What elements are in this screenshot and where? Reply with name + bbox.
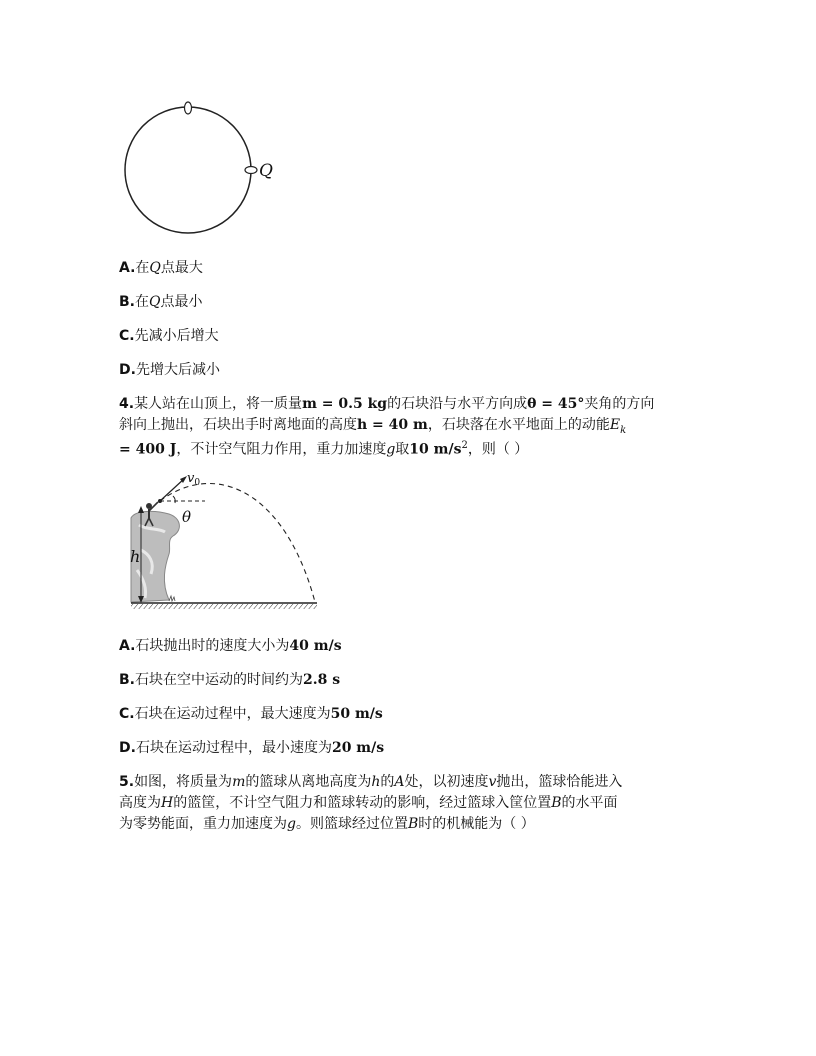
math-variable: B <box>407 816 419 832</box>
q5-line1-text <box>134 774 622 790</box>
q4-option-c: C.石块在运动过程中，最大速度为50 m/s <box>119 706 383 722</box>
velocity-label: $v_0$ <box>187 471 201 488</box>
q4-option-a: A.石块抛出时的速度大小为40 m/s <box>119 638 342 654</box>
q5-stem-line1: 5.如图，将质量为m的篮球从离地高度为h的A处，以初速度v抛出，篮球恰能进入 <box>119 774 623 790</box>
circular-track-figure <box>110 95 290 245</box>
q3-option-c: C.先减小后增大 <box>119 328 219 344</box>
math-variable: m <box>232 774 246 790</box>
text-segment: 。则篮球经过位置 <box>295 816 408 832</box>
text-segment: 抛出，篮球恰能进入 <box>496 774 623 790</box>
q5-stem-line2 <box>119 792 618 814</box>
angle-label: θ <box>182 508 192 526</box>
text-segment: 的水平面 <box>561 795 618 811</box>
text-segment: 如图，将质量为 <box>134 774 233 790</box>
point-q-label: Q <box>259 161 273 181</box>
text-segment: 的篮球从离地高度为 <box>245 774 372 790</box>
text-segment: 时的机械能为（ ） <box>418 816 535 832</box>
projectile-cliff-figure <box>125 470 330 615</box>
ring-q <box>245 167 257 174</box>
q4-stem-line1: 4.某人站在山顶上，将一质量m = 0.5 kg的石块沿与水平方向成θ = 45°夹角的方向 <box>119 396 655 412</box>
math-variable: g <box>287 816 296 832</box>
q4-option-d: D.石块在运动过程中，最小速度为20 m/s <box>119 740 385 756</box>
height-label: h <box>130 547 141 566</box>
q5-line3-text <box>119 816 535 832</box>
text-segment: 的 <box>380 774 395 790</box>
q4-option-b: B.石块在空中运动的时间约为2.8 s <box>119 672 341 688</box>
math-variable: v <box>488 774 497 790</box>
ground-hatch <box>131 604 317 609</box>
text-segment: 为零势能面，重力加速度为 <box>119 816 287 832</box>
math-variable: B <box>551 795 562 811</box>
q4-stem-line2: 斜向上抛出，石块出手时离地面的高度h = 40 m，石块落在水平地面上的动能$E_k$ <box>119 417 627 436</box>
text-segment: 高度为 <box>119 795 161 811</box>
velocity-arrow <box>160 478 185 501</box>
math-variable: A <box>394 774 405 790</box>
math-variable: H <box>161 795 174 811</box>
q3-option-d: D.先增大后减小 <box>119 362 220 378</box>
q3-option-a: A.在Q点最大 <box>119 260 203 276</box>
q5-stem-line3 <box>119 813 535 835</box>
q5-line2-text <box>119 795 618 811</box>
text-segment: 处，以初速度 <box>404 774 489 790</box>
ring-top <box>185 102 192 114</box>
q4-stem-line3: = 400 J，不计空气阻力作用，重力加速度g取10 $m/s^2$，则（ ） <box>119 440 529 458</box>
q3-option-b: B.在Q点最小 <box>119 294 203 310</box>
math-variable: h <box>371 774 381 790</box>
circular-track <box>125 107 251 233</box>
text-segment: 的篮筐，不计空气阻力和篮球转动的影响，经过篮球入筐位置 <box>173 795 552 811</box>
